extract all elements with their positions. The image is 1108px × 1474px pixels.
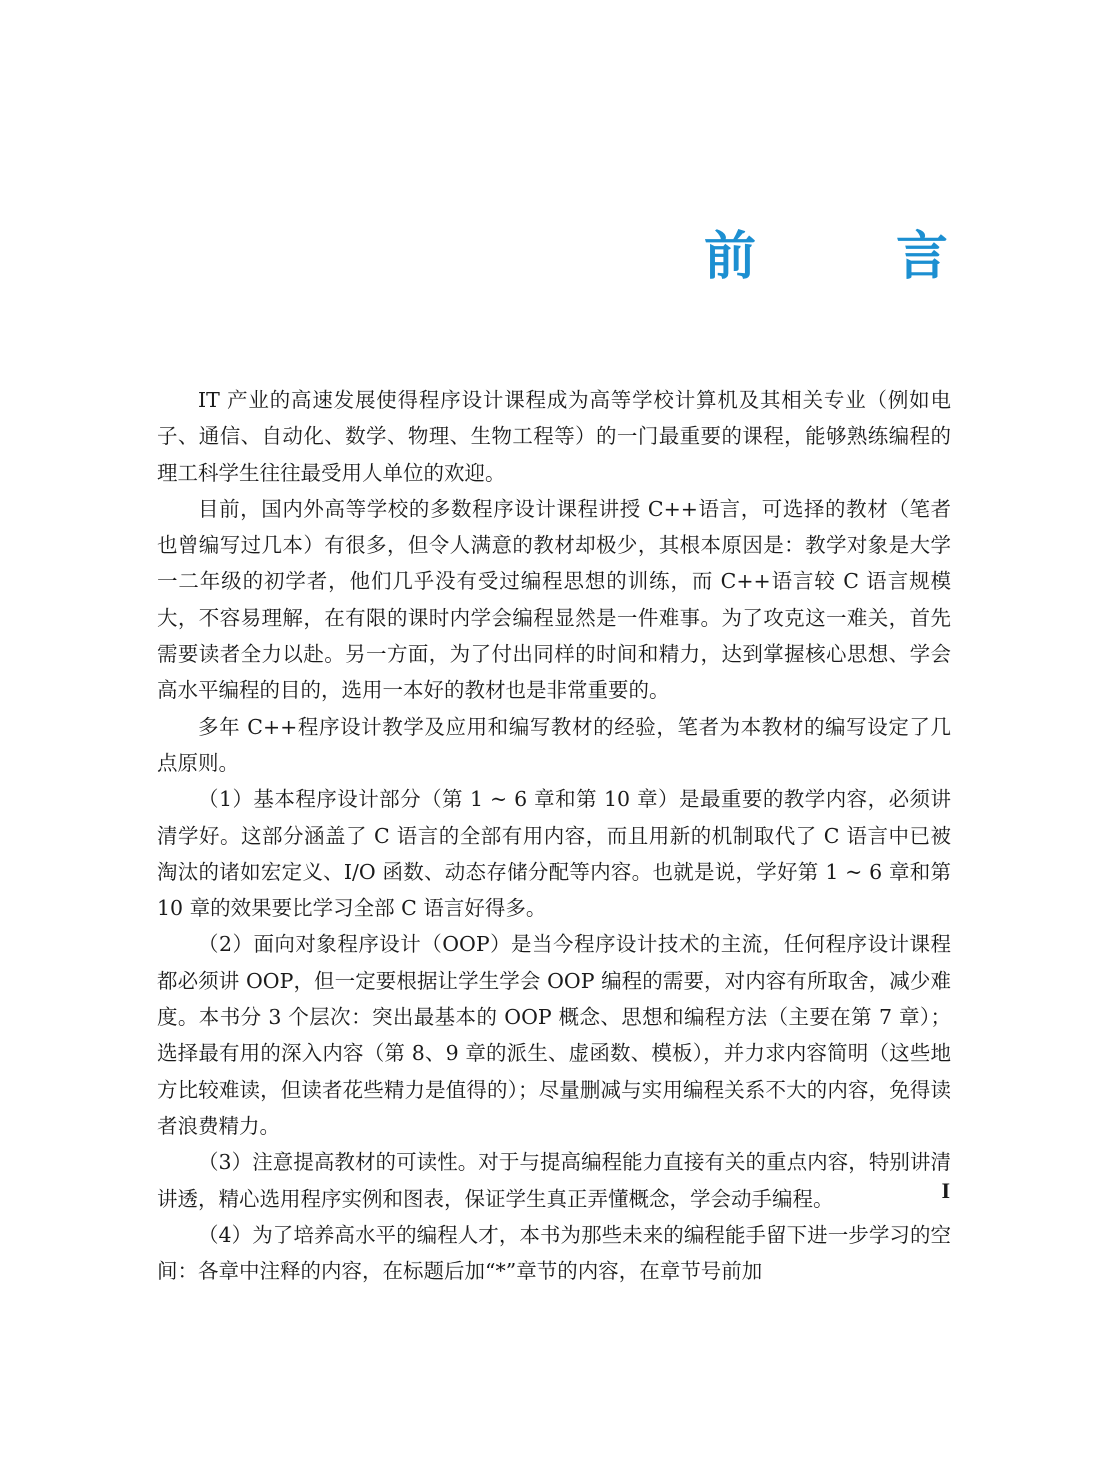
- page-number: I: [941, 1178, 950, 1203]
- paragraph-principle-4: （4）为了培养高水平的编程人才，本书为那些未来的编程能手留下进一步学习的空间：各章中注释的内容，在标题后加“*”章节的内容，在章节号前加: [157, 1222, 951, 1284]
- paragraph-intro: IT 产业的高速发展使得程序设计课程成为高等学校计算机及其相关专业（例如电子、通信、自动化、数学、物理、生物工程等）的一门最重要的课程，能够熟练编程的理工科学生往往最受用人单位的欢迎。: [157, 388, 951, 485]
- paragraph-principle-2: （2）面向对象程序设计（OOP）是当今程序设计技术的主流，任何程序设计课程都必须讲 OOP，但一定要根据让学生学会 OOP 编程的需要，对内容有所取舍，减少难度。本书分 3 个层次：突出最基本的 OOP 概念、思想和编程方法（主要在第 7 章）；选择最有用的深入内容（第 8、9 章的派生、虚函数、模板），并力求内容简明（这些地方比较难读，但读者花些精力是值得的）；尽量删减与实用编程关系不大的内容，免得读者浪费精力。: [157, 932, 951, 1138]
- preface-body: [157, 382, 951, 1289]
- page-title: 前 言: [703, 226, 992, 287]
- paragraph-principles-intro: 多年 C++程序设计教学及应用和编写教材的经验，笔者为本教材的编写设定了几点原则。: [157, 714, 951, 775]
- paragraph-principle-3: （3）注意提高教材的可读性。对于与提高编程能力直接有关的重点内容，特别讲清讲透，精心选用程序实例和图表，保证学生真正弄懂概念，学会动手编程。: [157, 1150, 951, 1211]
- paragraph-principle-1: （1）基本程序设计部分（第 1 ~ 6 章和第 10 章）是最重要的教学内容，必须讲清学好。这部分涵盖了 C 语言的全部有用内容，而且用新的机制取代了 C 语言中已被淘汰的诸如宏定义、I/O 函数、动态存储分配等内容。也就是说，学好第 1 ~ 6 章和第 10 章的效果要比学习全部 C 语言好得多。: [157, 787, 951, 921]
- paragraph-current-situation: 目前，国内外高等学校的多数程序设计课程讲授 C++语言，可选择的教材（笔者也曾编写过几本）有很多，但令人满意的教材却极少，其根本原因是：教学对象是大学一二年级的初学者，他们几乎没有受过编程思想的训练，而 C++语言较 C 语言规模大，不容易理解，在有限的课时内学会编程显然是一件难事。为了攻克这一难关，首先需要读者全力以赴。另一方面，为了付出同样的时间和精力，达到掌握核心思想、学会高水平编程的目的，选用一本好的教材也是非常重要的。: [157, 496, 951, 703]
